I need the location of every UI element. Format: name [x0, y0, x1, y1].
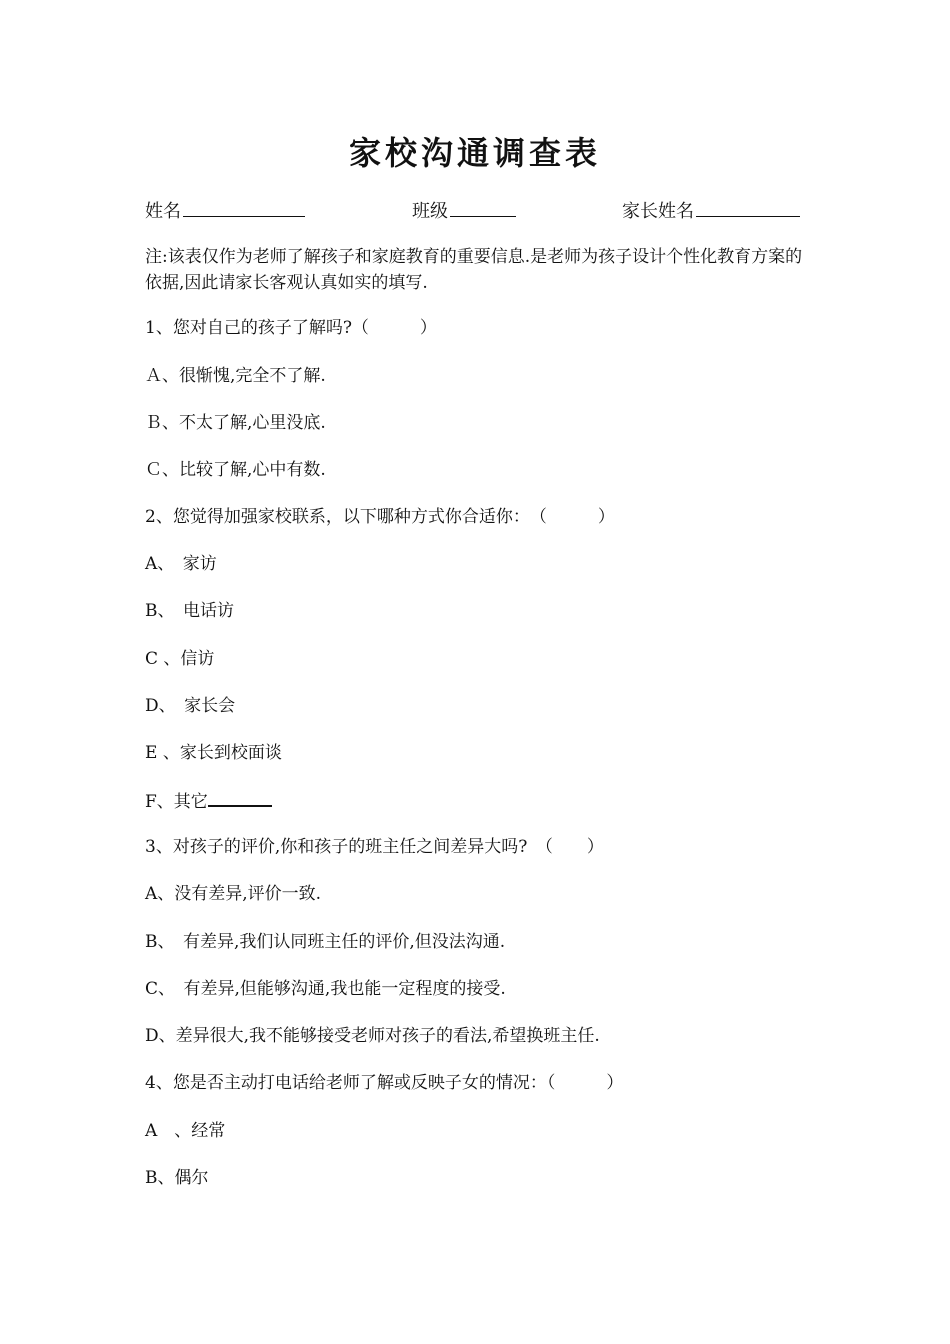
class-field	[412, 197, 516, 223]
student-name-blank[interactable]	[183, 198, 305, 217]
page-title: 家校沟通调查表	[348, 134, 601, 172]
question-2-option-b: B、 电话访	[145, 601, 234, 621]
question-3-option-b: B、 有差异,我们认同班主任的评价,但没法沟通.	[145, 932, 506, 952]
question-2-option-f	[145, 787, 272, 815]
question-4-option-a: A 、经常	[145, 1121, 226, 1141]
question-2-option-c: C 、信访	[145, 649, 215, 669]
student-name-field	[145, 197, 305, 223]
question-2-option-d: D、 家长会	[145, 696, 236, 716]
question-1-option-b: Ｂ、不太了解,心里没底.	[145, 413, 326, 433]
parent-name-field	[622, 197, 800, 223]
other-blank[interactable]	[208, 787, 272, 807]
question-1-option-c: Ｃ、比较了解,心中有数.	[145, 460, 326, 480]
question-4-option-b: B、偶尔	[145, 1168, 209, 1188]
class-label: 班级	[412, 201, 448, 222]
question-4: 4、您是否主动打电话给老师了解或反映子女的情况：（ ）	[145, 1073, 624, 1093]
question-1: 1、您对自己的孩子了解吗?（ ）	[145, 318, 437, 338]
parent-name-label: 家长姓名	[622, 201, 694, 222]
question-1-option-a: Ａ、很惭愧,完全不了解.	[145, 366, 326, 386]
question-3-option-a: A、没有差异,评价一致.	[145, 884, 322, 904]
question-2-option-f-label: F、其它	[145, 792, 208, 812]
question-3-option-d: D、差异很大,我不能够接受老师对孩子的看法,希望换班主任.	[145, 1026, 600, 1046]
parent-name-blank[interactable]	[696, 198, 800, 217]
question-2-option-a: A、 家访	[145, 554, 217, 574]
question-2-option-e: E 、家长到校面谈	[145, 743, 282, 763]
question-3: 3、对孩子的评价,你和孩子的班主任之间差异大吗? （ ）	[145, 837, 604, 857]
question-3-option-c: C、 有差异,但能够沟通,我也能一定程度的接受.	[145, 979, 506, 999]
class-blank[interactable]	[450, 198, 516, 217]
question-2: 2、您觉得加强家校联系，以下哪种方式你合适你： （ ）	[145, 507, 615, 527]
instruction-note: 注:该表仅作为老师了解孩子和家庭教育的重要信息.是老师为孩子设计个性化教育方案的依据,因此请家长客观认真如实的填写.	[145, 247, 803, 293]
student-name-label: 姓名	[145, 201, 181, 222]
